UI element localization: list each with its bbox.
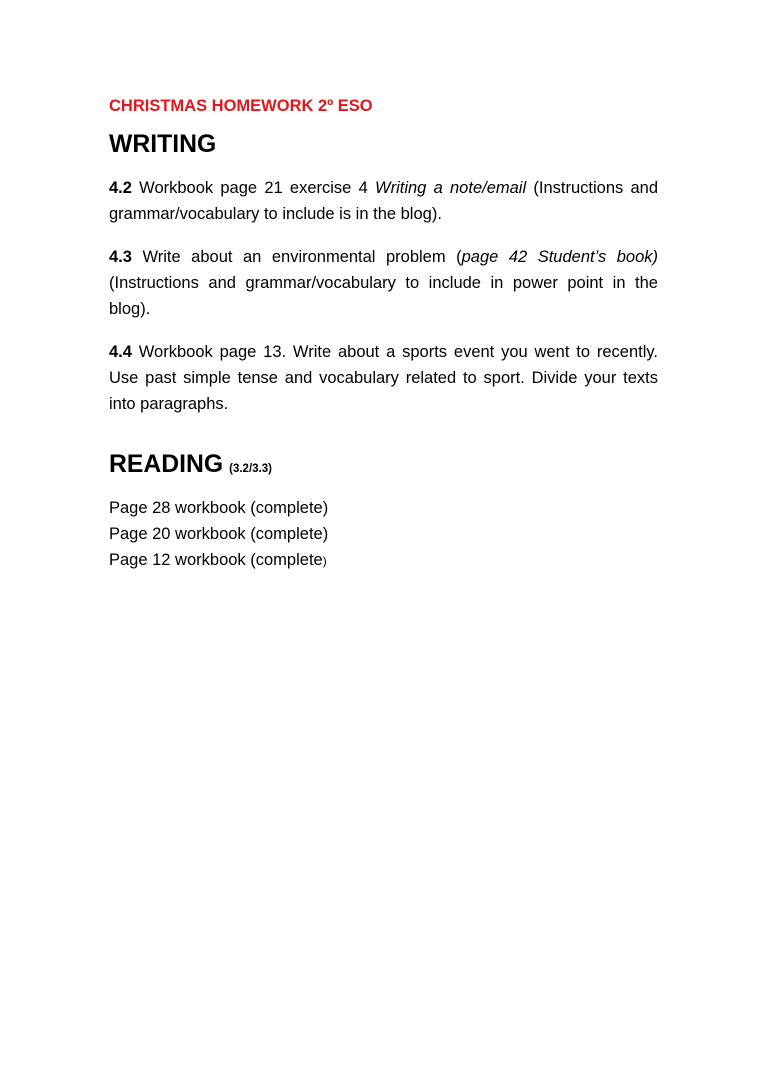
list-item-text: Page 12 workbook (complete [109, 551, 323, 569]
item-text: Write about an environmental problem ( [131, 248, 462, 266]
writing-item-4-3 [109, 244, 658, 322]
writing-item-4-4 [109, 339, 658, 417]
item-text: Workbook page 21 exercise 4 [131, 179, 376, 197]
writing-heading: WRITING [109, 131, 217, 158]
document-page [109, 93, 658, 573]
reading-heading [109, 452, 658, 478]
list-item [109, 521, 658, 547]
item-text-after: (Instructions and grammar/vocabulary to include in power point in the blog). [109, 274, 658, 318]
list-item [109, 547, 658, 573]
item-number: 4.3 [109, 248, 132, 266]
item-number: 4.2 [109, 179, 132, 197]
item-text-after: (Instructions and grammar/vocabulary to include is in the blog). [109, 179, 659, 223]
list-item-text: Page 20 workbook (complete) [109, 525, 329, 543]
list-item [109, 495, 658, 521]
list-item-tail: ) [322, 554, 327, 568]
writing-item-4-2 [109, 175, 658, 227]
item-emphasis: page 42 Student’s book) [461, 248, 659, 266]
page-title: CHRISTMAS HOMEWORK 2º ESO [109, 97, 373, 115]
reading-list [109, 495, 658, 573]
item-text: Workbook page 13. Write about a sports event you went to recently. Use past simple tense and vocabulary related to sport. Divide your texts into paragraphs. [109, 343, 658, 413]
item-emphasis: Writing a note/email [375, 179, 527, 197]
item-number: 4.4 [109, 343, 132, 361]
reading-heading-label: READING [109, 451, 224, 478]
reading-subheading: (3.2/3.3) [229, 463, 272, 475]
list-item-text: Page 28 workbook (complete) [109, 499, 329, 517]
